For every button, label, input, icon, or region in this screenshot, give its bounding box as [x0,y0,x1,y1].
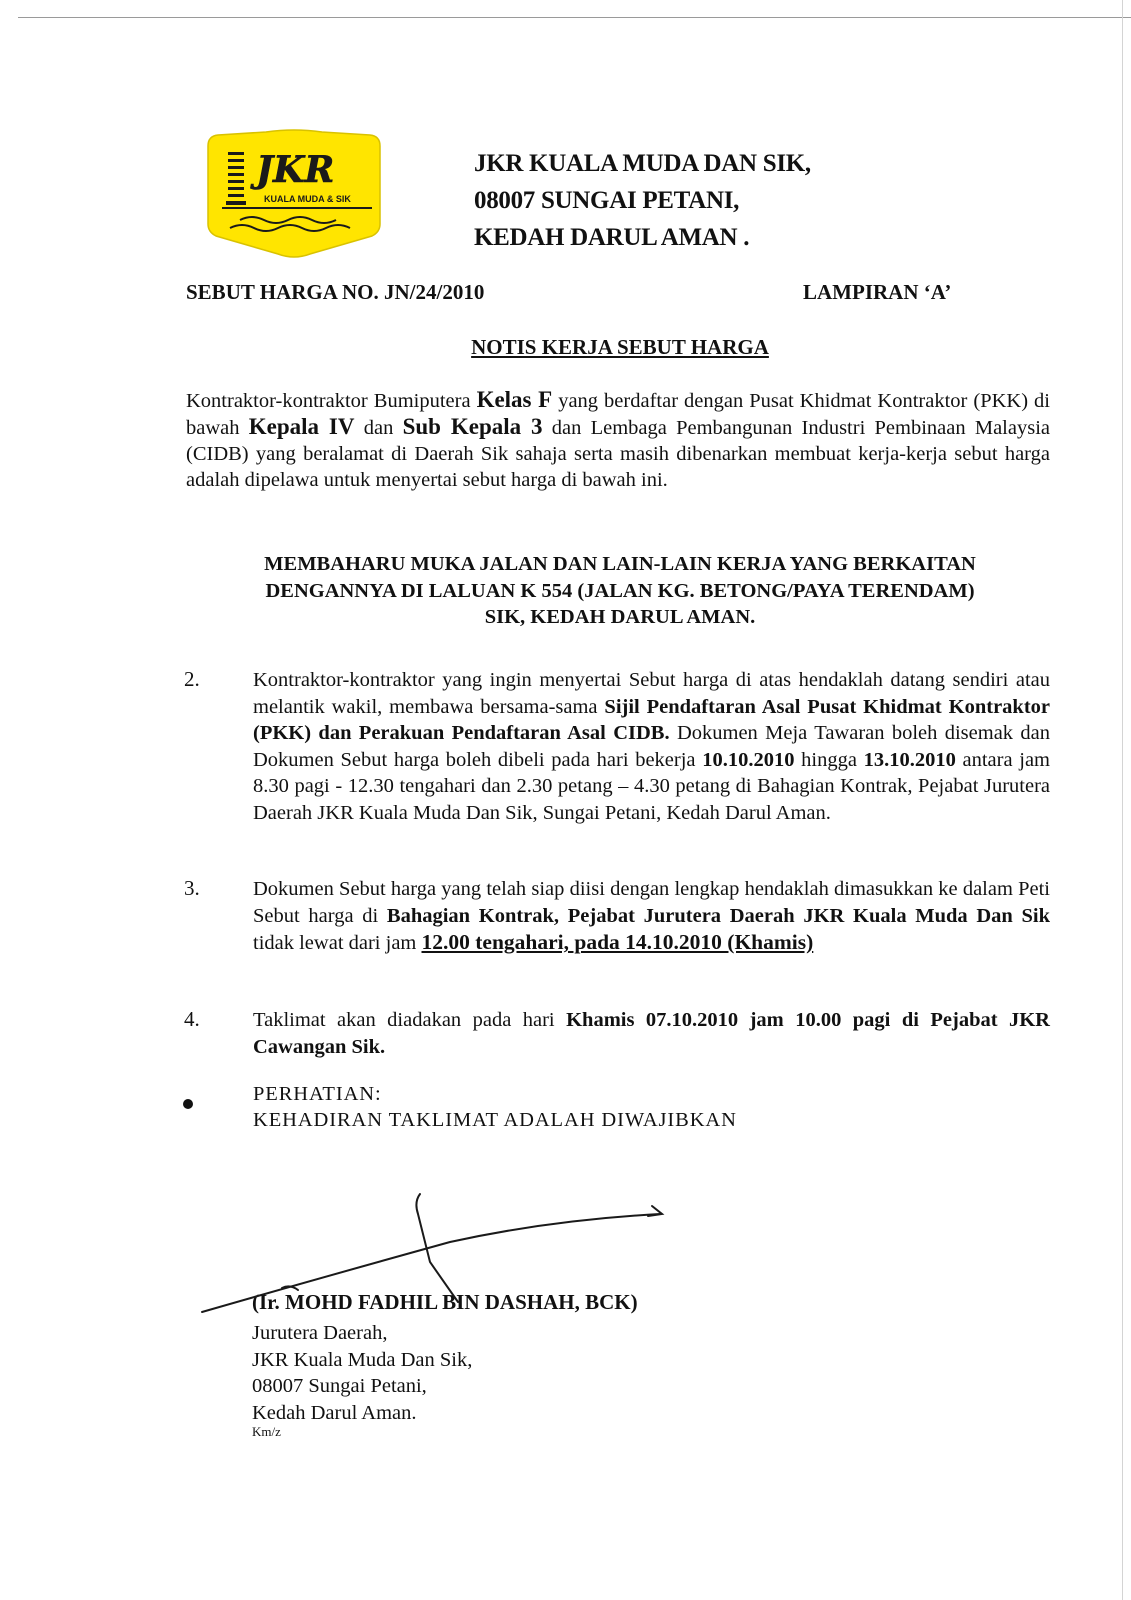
item-2-start-date: 10.10.2010 [702,748,795,771]
item-2-number: 2. [184,667,200,691]
typist-reference: Km/z [252,1424,281,1439]
intro-text-3: dan [354,417,403,439]
signatory-state: Kedah Darul Aman. [252,1401,417,1424]
scan-right-edge [1122,0,1123,1600]
item-2-end-date: 13.10.2010 [863,748,956,771]
signatory-city: 08007 Sungai Petani, [252,1375,427,1397]
quotation-number: SEBUT HARGA NO. JN/24/2010 [186,280,485,304]
item-4-paragraph [253,1007,1050,1060]
intro-text-4: dan Lembaga Pembangunan Industri Pembinaan Malaysia (CIDB) yang beralamat di Daerah Sik sahaja serta masih dibenarkan membuat kerja-kerja sebut harga adalah dipelawa untuk menyertai sebut harga di bawah ini. [186,417,1051,491]
item-3-location: Bahagian Kontrak, Pejabat Jurutera Daerah JKR Kuala Muda Dan Sik [386,904,1051,927]
bullet-icon [183,1099,193,1109]
address-line-1: JKR KUALA MUDA DAN SIK, [474,150,811,177]
title-text: NOTIS KERJA SEBUT HARGA [471,335,769,359]
item-3-text-a: Dokumen Sebut harga yang telah siap diisi dengan lengkap hendaklah dimasukkan ke dalam Peti Sebut harga di [253,878,1050,927]
signatory-title: Jurutera Daerah, [252,1322,388,1344]
intro-text-2: yang berdaftar dengan Pusat Khidmat Kontraktor (PKK) di bawah [186,390,1050,439]
attention-label: PERHATIAN: [253,1083,382,1105]
item-4-briefing-details: Khamis 07.10.2010 jam 10.00 pagi di Pejabat JKR Cawangan Sik. [253,1009,1050,1058]
logo-text: JKR [256,149,335,191]
item-3-paragraph [253,876,1050,957]
logo-subtext: KUALA MUDA & SIK [264,194,351,204]
project-line-3: SIK, KEDAH DARUL AMAN. [484,606,756,628]
project-line-1: MEMBAHARU MUKA JALAN DAN LAIN-LAIN KERJA YANG BERKAITAN [264,553,976,575]
item-2-documents: Sijil Pendaftaran Asal Pusat Khidmat Kontraktor (PKK) dan Perakuan Pendaftaran Asal CIDB. [253,695,1050,744]
item-2-text-a: Kontraktor-kontraktor yang ingin menyertai Sebut harga di atas hendaklah datang sendiri atau melantik wakil, membawa bersama-sama [253,669,1050,718]
item-3-deadline: 12.00 tengahari, pada 14.10.2010 (Khamis) [421,930,814,954]
item-3-text-c: tidak lewat dari jam [253,932,422,954]
intro-text-1: Kontraktor-kontraktor Bumiputera [186,390,477,412]
scan-top-edge [18,17,1131,18]
item-3-number: 3. [184,876,200,900]
address-line-2: 08007 SUNGAI PETANI, [474,187,740,214]
signatory-details [252,1320,472,1426]
signatory-office: JKR Kuala Muda Dan Sik, [252,1348,473,1371]
project-line-2: DENGANNYA DI LALUAN K 554 (JALAN KG. BETONG/PAYA TERENDAM) [265,579,975,602]
jkr-logo [200,128,388,260]
head-label: Kepala IV [248,414,355,439]
address-line-3: KEDAH DARUL AMAN . [474,224,750,251]
item-2-text-c: Dokumen Meja Tawaran boleh disemak dan Dokumen Sebut harga boleh dibeli pada hari bekerja [253,722,1051,771]
class-label: Kelas F [476,387,553,412]
attachment-label: LAMPIRAN ‘A’ [803,280,952,304]
signatory-name: (Ir. MOHD FADHIL BIN DASHAH, BCK) [252,1290,638,1314]
item-4-number: 4. [184,1007,200,1031]
project-title [0,551,1131,631]
attention-text: KEHADIRAN TAKLIMAT ADALAH DIWAJIBKAN [253,1109,737,1131]
subhead-label: Sub Kepala 3 [402,414,543,439]
item-2-text-e: hingga [794,748,864,771]
item-2-paragraph [253,667,1050,826]
intro-paragraph [186,387,1050,493]
item-2-text-f: antara jam 8.30 pagi - 12.30 tengahari dan 2.30 petang – 4.30 petang di Bahagian Kontrak, Pejabat Jurutera Daerah JKR Kuala Muda Dan Sik, Sungai Petani, Kedah Darul Aman. [253,748,1050,824]
item-4-text-a: Taklimat akan diadakan pada hari [253,1009,567,1031]
office-address [474,145,811,256]
page-title [0,335,1131,360]
